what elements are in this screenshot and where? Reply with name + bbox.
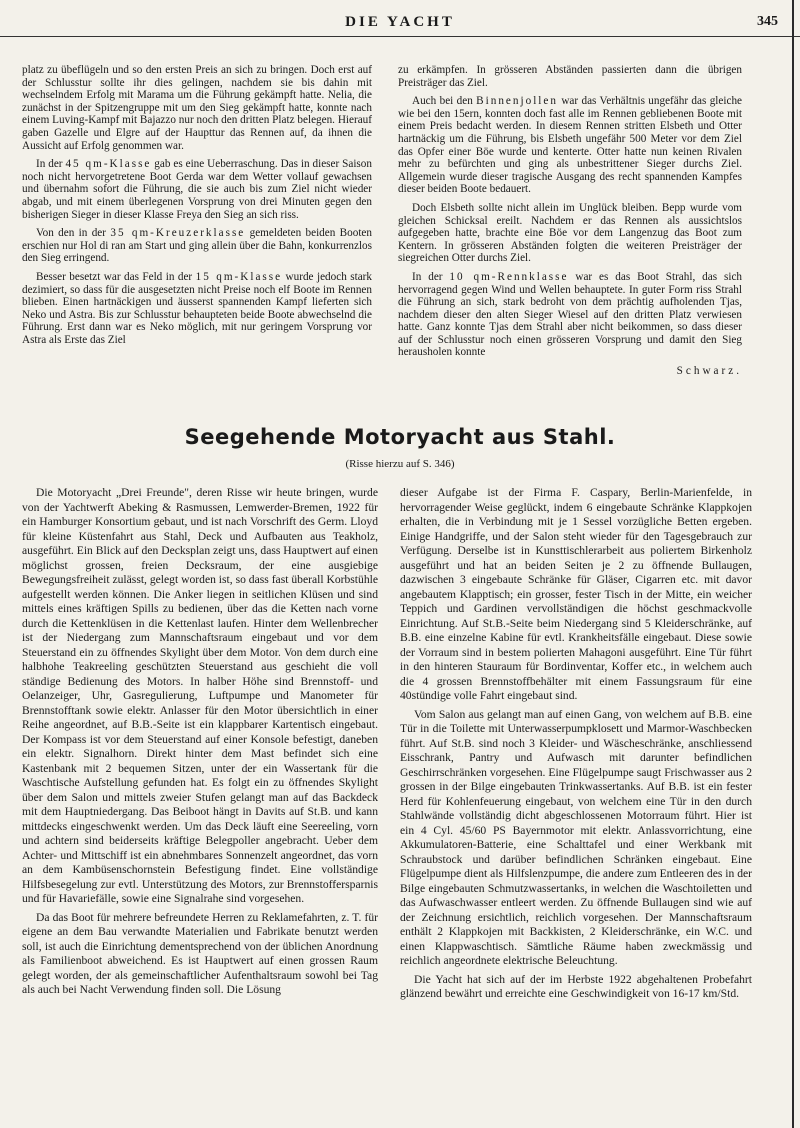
paragraph: platz zu übeflügeln und so den ersten Preis an sich zu bringen. Doch erst auf der Schlusstur sollte ihr dies gelingen, nachdem sie bis dahin mit wechselndem Erfolg mit Marama um die Führung gekämpft hatte. Nelia, die zunächst in der Spitzengruppe mit um den Sieg gekämpft hatte, konnte nach einem Luving-Kampf mit Bajazzo nur noch den dritten Platz belegen. Hierauf gaben Gazelle und Elgre auf der Haupttur das Rennen auf, da ihnen die Aussicht auf Erfolg genommen war. <box>22 64 372 152</box>
paragraph: dieser Aufgabe ist der Firma F. Caspary, Berlin-Marienfelde, in hervorragender Weise geglückt, indem 6 eingebaute Schränke Klappkojen erhalten, die in Verbindung mit je 1 Sessel vorzügliche Betten ergeben. Einige Handgriffe, und der Salon steht wieder für den Tagesgebrauch zur Verfügung. Derselbe ist in Kunsttischlerarbeit aus poliertem Birkenholz ausgeführt und hat an beiden Seiten je 2 zu öffnende Bullaugen, dazwischen 3 eingebaute Schränke für Gläser, Cigarren etc. mit davor angebautem Klapptisch; ein grosser, fester Tisch in der Mitte, ein weicher Teppich und Gardinen vervollständigen die höchst geschmackvolle Einrichtung. Auf St.B.-Seite beim Niedergang sind 5 Kleiderschränke, auf B.B. eine einzelne Kabine für evtl. Krankheitsfälle eingebaut. Diese sowie der Vorraum sind in bestem polierten Mahagoni ausgeführt. Eine Tür führt in den hinteren Stauraum für Bordinventar, Koffer etc., in welchem auch die 4 grossen Brennstoffbehälter mit einem Fassungsraum für eine 40stündige volle Fahrt eingebaut sind. <box>400 486 752 702</box>
text: wurde jedoch stark dezimiert, so dass für die ausgesetzten nicht Preise noch elf Boote im Rennen blieben. Einen hartnäckigen und äusserst spannenden Kampf lieferten sich Neko und Astra. Bis zur Schlusstur behaupteten beide Boote abwechselnd die Führung. Erst dann war es Neko möglich, mit nur geringem Vorsprung vor Astra als Erste das Ziel <box>22 270 372 346</box>
text: Besser besetzt war das Feld in der <box>36 270 196 283</box>
text: In der <box>412 270 450 283</box>
paragraph <box>22 271 372 347</box>
article-title: Seegehende Motoryacht aus Stahl. <box>184 425 616 449</box>
paragraph: Doch Elsbeth sollte nicht allein im Unglück bleiben. Bepp wurde vom gleichen Schicksal ereilt. Nachdem er das Rennen als aussichtslos aufgegeben hatte, brachte eine Böe vor dem Langenzug das Boot zum Kentern. In grösseren Abständen folgten die weiteren Preisträger der siegreichen Otter durchs Ziel. <box>398 201 742 265</box>
text: gab es eine Ueberraschung. Das in dieser Saison noch nicht hervorgetretene Boot Gerda war dem Wetter vollauf gewachsen und übernahm sofort die Führung, die sie auch bis zum Ziel nicht wieder abgab, und mit einem überlegenen Vorsprung von drei Minuten gegen den bisherigen Sieger in dieser Klasse Freya den Sieg an sich riss. <box>22 158 372 221</box>
class-name: Binnenjollen <box>476 95 558 108</box>
text: Von den in der <box>36 227 111 240</box>
paragraph: Die Motoryacht „Drei Freunde", deren Risse wir heute bringen, wurde von der Yachtwerft Abeking & Rasmussen, Lemwerder-Bremen, 1922 für ein Hamburger Konsortium gebaut, und ist nach Vorschrift des Germ. Lloyd für kleine Küstenfahrt aus Stahl, Deck und Aufbauten aus Teakholz, ausgeführt. Ein Blick auf den Decksplan zeigt uns, dass Hauptwert auf einen möglichst grossen, freien Decksraum, der eine ausgiebige Bewegungsfreiheit zulässt, gelegt worden ist, so dass fast überall Korbstühle aufgestellt werden können. Die Anker liegen in seitlichen Klüsen und sind mittels eines kräftigen Spills zu bedienen, über das die Ketten nach vorne durch die Kettenklüsen in die Kettenlast laufen. Hinter dem Wellenbrecher ist der Niedergang zum Mannschaftsraum eingebaut und vor dem Steuerstand ein zu öffnendes Skylight über dem Motor. Von dem durch eine halbhohe Teakreeling geschützten Steuerstand aus geschieht die voll ständige Bedienung des Motors. In halber Höhe sind Brennstoff- und Oelanzeiger, Uhr, Gasregulierung, Luftpumpe und Manometer für Brennstofftank sowie elektr. Anlasser für den Motor übersichtlich in einer Reihe angeordnet, auf B.B.-Seite ist ein klappbarer Kartentisch eingebaut. Der Kompass ist vor dem Steuerstand auf einer Konsole befestigt, daneben ein elektr. Signalhorn. Direkt hinter dem Mast befindet sich eine Kastenbank mit 2 bequemen Sitzen, unter der ein Wassertank für die Waschtische Aufstellung gefunden hat. Es folgt ein zu öffnendes Skylight über dem Salon und mittels zweier Stufen gelangt man auf das Backdeck mit dem Hauptniedergang. Das Beiboot hängt in Davits auf St.B. und kann mittdecks eingeschwenkt werden. Um das Deck läuft eine Seereeling, vorn und achtern sind beiderseits kräftige Belegpoller angebracht. Ueber dem Achter- und Mittschiff ist ein abnehmbares Sonnenzelt angeordnet, das vorn an dem Kambüsenschornstein Befestigung findet. Eine vollständige Hilfsbesegelung zur evtl. Unterstützung des Motors, zur Brennstoffersparnis und für Havariefälle, sowie eine Signalrahe sind vorgesehen. <box>22 486 378 905</box>
author-signature: Schwarz. <box>676 365 742 378</box>
text: gemeldeten beiden Booten erschien nur Hol di ran am Start und ging allein über die Bahn, konkurrenzlos den Sieg erringend. <box>22 227 372 265</box>
text: war das Verhältnis ungefähr das gleiche wie bei den 15ern, konnten doch fast alle im Rennen gebliebenen Boote mit einem Preis bedacht werden. In diesem Rennen stritten Elsbeth und Otter hartnäckig um die Führung, bis Elsbeth ungefähr 500 Meter vor dem Ziel das Opfer einer Böe wurde und kenterte. Otter hatte nun keinen Rivalen mehr zu befürchten und ging als unbestrittener Sieger durchs Ziel. Allgemein wurde dieser tragische Ausgang des recht spannenden Kampfes dieser beiden Boote bedauert. <box>398 95 742 196</box>
page-number: 345 <box>757 14 778 29</box>
class-name: 10 qm-Rennklasse <box>449 270 569 283</box>
magazine-title: DIE YACHT <box>345 14 455 30</box>
text: In der <box>36 158 66 171</box>
text: Auch bei den <box>412 95 477 108</box>
scan-edge-divider <box>792 0 794 1128</box>
paragraph <box>22 158 372 221</box>
paragraph <box>398 95 742 196</box>
paragraph: Die Yacht hat sich auf der im Herbste 1922 abgehaltenen Probefahrt glänzend bewährt und erreichte eine Geschwindigkeit von 16-17 km/Std. <box>400 972 752 1000</box>
column-top-right <box>398 64 742 378</box>
paragraph: zu erkämpfen. In grösseren Abständen passierten dann die übrigen Preisträger das Ziel. <box>398 64 742 89</box>
column-top-left <box>22 64 372 352</box>
class-name: 35 qm-Kreuzerklasse <box>110 227 246 240</box>
article-subtitle: (Risse hierzu auf S. 346) <box>345 458 455 470</box>
paragraph: Vom Salon aus gelangt man auf einen Gang, von welchem auf B.B. eine Tür in die Toilette mit Unterwasserpumpklosett und Marmor-Waschbecken führt. Auf St.B. sind noch 3 Kleider- und Wäscheschränke, anschliessend Eisschrank, Pantry und Aufwasch mit darunter befindlichen Geschirrschränken vorgesehen. Eine Flügelpumpe saugt Frischwasser aus 2 grossen in der Bilge eingebauten Trinkwassertanks. Auf B.B. ist ein fester Herd für Kohlenfeuerung eingebaut, von welchem eine Tür in den durch Stahlwände vollständig dicht abgeschlossenen Motorraum führt. Hier ist ein 4 Cyl. 45/60 PS Bayernmotor mit elektr. Anlassvorrichtung, eine Akkumulatoren-Batterie, eine Schalttafel und einer Werkbank mit Schraubstock und darüber befindlichen Schränken eingebaut. Eine Flügelpumpe dient als Hilfslenzpumpe, die andere zum Entleeren des in der Bilge eingebauten Schmutzwassertanks, in welchen die Waschtoiletten und das Aufwaschwasser entleert werden. Zu öffnende Bullaugen sind wie auf der Zeichnung ersichtlich, reichlich vorgesehen. Der Mannschaftsraum enthält 2 Klappkojen mit Backkisten, 2 Kleiderschränke, ein W.C. und einen Klappwaschtisch. Sämtliche Räume haben zweckmässig und reichlich angeordnete elektrische Beleuchtung. <box>400 707 752 967</box>
paragraph <box>22 227 372 265</box>
paragraph <box>398 271 742 359</box>
page-header <box>0 12 800 37</box>
class-name: 45 qm-Klasse <box>65 158 152 171</box>
text: war es das Boot Strahl, das sich hervorragend gegen Wind und Wellen behauptete. In guter Form riss Strahl die Führung an sich, stark bedroht von dem prächtig aufholenden Tjas, nachdem dieser den alten Sieger Wiesel auf den dritten Platz verwiesen hatte. Ganz konnte Tjas dem Strahl aber nicht beikommen, so dass dieser auf der Schlusstur noch einen grösseren Vorsprung und damit den Sieg herausholen konnte <box>398 270 742 359</box>
column-bottom-left <box>22 486 378 1002</box>
class-name: 15 qm-Klasse <box>195 270 283 283</box>
column-bottom-right <box>400 486 752 1006</box>
paragraph: Da das Boot für mehrere befreundete Herren zu Reklamefahrten, z. T. für eigene an dem Bau verwandte Materialien und Fabrikate benutzt werden soll, ist auch die Einrichtung dementsprechend von der üblichen Anordnung als Familienboot abweichend. Es ist Hauptwert auf einen grossen Raum gelegt worden, der als gemeinschaftlicher Aufenthaltsraum sowohl bei Tag als auch bei Nacht Verwendung finden soll. Die Lösung <box>22 910 378 996</box>
